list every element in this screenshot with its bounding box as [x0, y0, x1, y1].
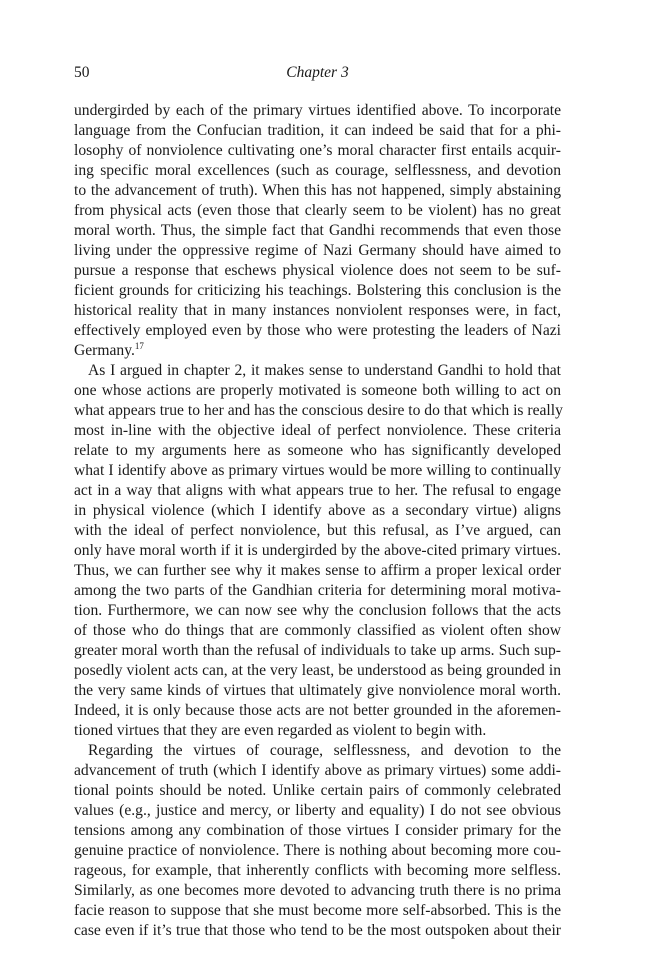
- paragraph-1: [74, 101, 561, 361]
- text-line: advancement of truth (which I identify above as primary virtues) some addi-: [74, 762, 561, 779]
- text-line: in physical violence (which I identify above as a secondary virtue) aligns: [74, 502, 561, 519]
- text-line: tional points should be noted. Unlike certain pairs of commonly celebrated: [74, 782, 561, 799]
- text-line: Regarding the virtues of courage, selflessness, and devotion to the: [88, 742, 561, 759]
- text-line: relate to my arguments here as someone who has significantly developed: [74, 442, 561, 459]
- text-line: historical reality that in many instances nonviolent responses were, in fact,: [74, 302, 561, 319]
- paragraph-3: [74, 741, 561, 941]
- text-line: what appears true to her and has the conscious desire to do that which is really: [74, 402, 563, 419]
- text-line: undergirded by each of the primary virtues identified above. To incorporate: [74, 102, 561, 119]
- text-line: among the two parts of the Gandhian criteria for determining moral motiva-: [74, 582, 561, 599]
- text-line: Germany.: [74, 342, 135, 359]
- text-line: from physical acts (even those that clearly seem to be violent) has no great: [74, 202, 561, 219]
- text-line: genuine practice of nonviolence. There is nothing about becoming more cou-: [74, 842, 561, 859]
- text-line-with-footnote: [74, 341, 561, 361]
- text-line: living under the oppressive regime of Nazi Germany should have aimed to: [74, 242, 561, 259]
- text-line: one whose actions are properly motivated is someone both willing to act on: [74, 382, 561, 399]
- text-line: pursue a response that eschews physical violence does not seem to be suf-: [74, 262, 561, 279]
- text-line: Similarly, as one becomes more devoted to advancing truth there is no prima: [74, 882, 561, 899]
- text-line: greater moral worth than the refusal of individuals to take up arms. Such sup-: [74, 642, 561, 659]
- text-line: Thus, we can further see why it makes sense to affirm a proper lexical order: [74, 562, 561, 579]
- text-line: to the advancement of truth). When this has not happened, simply abstaining: [74, 182, 561, 199]
- text-line: tion. Furthermore, we can now see why the conclusion follows that the acts: [74, 602, 561, 619]
- text-line: of those who do things that are commonly classified as violent often show: [74, 622, 561, 639]
- text-line: tensions among any combination of those virtues I consider primary for the: [74, 822, 561, 839]
- text-line: rageous, for example, that inherently conflicts with becoming more selfless.: [74, 862, 561, 879]
- text-line: act in a way that aligns with what appears true to her. The refusal to engage: [74, 482, 561, 499]
- running-header: [74, 64, 561, 86]
- text-line: values (e.g., justice and mercy, or liberty and equality) I do not see obvious: [74, 802, 561, 819]
- paragraph-2: [74, 361, 561, 741]
- text-line: most in-line with the objective ideal of perfect nonviolence. These criteria: [74, 422, 561, 439]
- text-line: with the ideal of perfect nonviolence, but this refusal, as I’ve argued, can: [74, 522, 561, 539]
- text-line: only have moral worth if it is undergirded by the above-cited primary virtues.: [74, 542, 561, 559]
- page-number: 50: [74, 64, 90, 81]
- text-line: effectively employed even by those who were protesting the leaders of Nazi: [74, 322, 561, 339]
- chapter-title: Chapter 3: [286, 64, 349, 81]
- text-line: the very same kinds of virtues that ultimately give nonviolence moral worth.: [74, 682, 561, 699]
- text-line: facie reason to suppose that she must become more self-absorbed. This is the: [74, 902, 561, 919]
- text-line: tioned virtues that they are even regarded as violent to begin with.: [74, 722, 487, 739]
- text-line: moral worth. Thus, the simple fact that Gandhi recommends that even those: [74, 222, 561, 239]
- text-line: posedly violent acts can, at the very least, be understood as being grounded in: [74, 662, 561, 679]
- text-line: Indeed, it is only because those acts are not better grounded in the aforemen-: [74, 702, 561, 719]
- body-text: [74, 101, 561, 941]
- text-line: ficient grounds for criticizing his teachings. Bolstering this conclusion is the: [74, 282, 561, 299]
- text-line: losophy of nonviolence cultivating one’s moral character first entails acquir-: [74, 142, 561, 159]
- text-line: language from the Confucian tradition, it can indeed be said that for a phi-: [74, 122, 561, 139]
- text-line: case even if it’s true that those who tend to be the most outspoken about their: [74, 922, 561, 939]
- footnote-reference[interactable]: 17: [134, 341, 144, 351]
- text-line: ing specific moral excellences (such as courage, selflessness, and devotion: [74, 162, 561, 179]
- text-line: what I identify above as primary virtues would be more willing to continually: [74, 462, 561, 479]
- text-line: As I argued in chapter 2, it makes sense to understand Gandhi to hold that: [88, 362, 561, 379]
